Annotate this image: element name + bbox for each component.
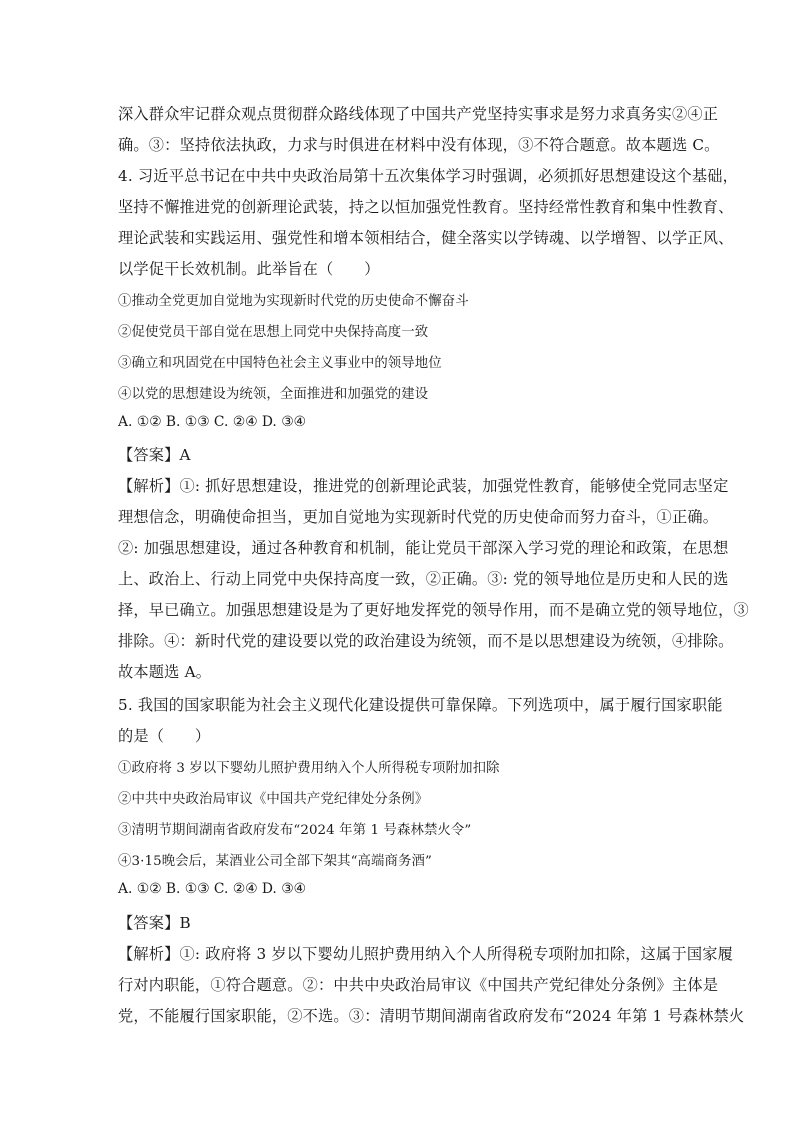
question-4-stem-line: 以学促干长效机制。此举旨在（ ）	[118, 260, 380, 278]
question-4-answer: 【答案】A	[118, 446, 191, 464]
text-line: 深入群众牢记群众观点贯彻群众路线体现了中国共产党坚持实事求是努力求真务实②④正	[118, 105, 719, 123]
question-5-analysis-line: 【解析】①: 政府将 3 岁以下婴幼儿照护费用纳入个人所得税专项附加扣除，这属于国家履	[118, 945, 733, 963]
question-5-analysis-line: 行对内职能，①符合题意。②：中共中央政治局审议《中国共产党纪律处分条例》主体是	[118, 976, 719, 994]
question-4-option: ③确立和巩固党在中国特色社会主义事业中的领导地位	[118, 356, 442, 371]
question-5-answer: 【答案】B	[118, 914, 191, 932]
question-4-analysis-line: 上、政治上、行动上同党中央保持高度一致，②正确。③: 党的领导地位是历史和人民的选	[118, 570, 729, 588]
question-5-option: ③清明节期间湖南省政府发布“2024 年第 1 号森林禁火令”	[118, 823, 472, 838]
question-4-stem-line: 坚持不懈推进党的创新理论武装，持之以恒加强党性教育。坚持经常性教育和集中性教育、	[118, 198, 734, 216]
question-4-option: ②促使党员干部自觉在思想上同党中央保持高度一致	[118, 325, 429, 340]
question-5-option: ④3·15晚会后，某酒业公司全部下架其“高端商务酒”	[118, 854, 432, 869]
question-4-analysis-line: 排除。④：新时代党的建设要以党的政治建设为统领，而不是以思想建设为统领，④排除。	[118, 632, 734, 650]
question-4-analysis-line: ②: 加强思想建设，通过各种教育和机制，能让党员干部深入学习党的理论和政策，在思想	[118, 539, 729, 557]
question-5-stem-line: 5. 我国的国家职能为社会主义现代化建设提供可靠保障。下列选项中，属于履行国家职能	[118, 696, 723, 714]
question-5-choices: A. ①② B. ①③ C. ②④ D. ③④	[118, 881, 306, 897]
question-5-option: ①政府将 3 岁以下婴幼儿照护费用纳入个人所得税专项附加扣除	[118, 761, 500, 776]
text-line: 确。③：坚持依法执政，力求与时俱进在材料中没有体现，③不符合题意。故本题选 C。	[118, 136, 720, 154]
question-5-option: ②中共中央政治局审议《中国共产党纪律处分条例》	[118, 792, 429, 807]
question-4-choices: A. ①② B. ①③ C. ②④ D. ③④	[118, 414, 306, 430]
question-4-analysis-line: 理想信念，明确使命担当，更加自觉地为实现新时代党的历史使命而努力奋斗，①正确。	[118, 508, 719, 526]
question-4-option: ①推动全党更加自觉地为实现新时代党的历史使命不懈奋斗	[118, 294, 469, 309]
question-4-analysis-line: 【解析】①: 抓好思想建设，推进党的创新理论武装，加强党性教育，能够使全党同志坚定	[118, 477, 729, 495]
question-4-analysis-line: 故本题选 A。	[118, 663, 212, 681]
question-5-stem-line: 的是（ ）	[118, 727, 211, 745]
question-4-stem-line: 理论武装和实践运用、强党性和增本领相结合，健全落实以学铸魂、以学增智、以学正风、	[118, 229, 734, 247]
question-4-analysis-line: 择，早已确立。加强思想建设是为了更好地发挥党的领导作用，而不是确立党的领导地位，③	[118, 601, 749, 619]
question-4-option: ④以党的思想建设为统领，全面推进和加强党的建设	[118, 387, 429, 402]
question-5-analysis-line: 党，不能履行国家职能，②不选。③：清明节期间湖南省政府发布“2024 年第 1 号森林禁火	[118, 1007, 745, 1025]
question-4-stem-line: 4. 习近平总书记在中共中央政治局第十五次集体学习时强调，必须抓好思想建设这个基础，	[118, 167, 739, 185]
